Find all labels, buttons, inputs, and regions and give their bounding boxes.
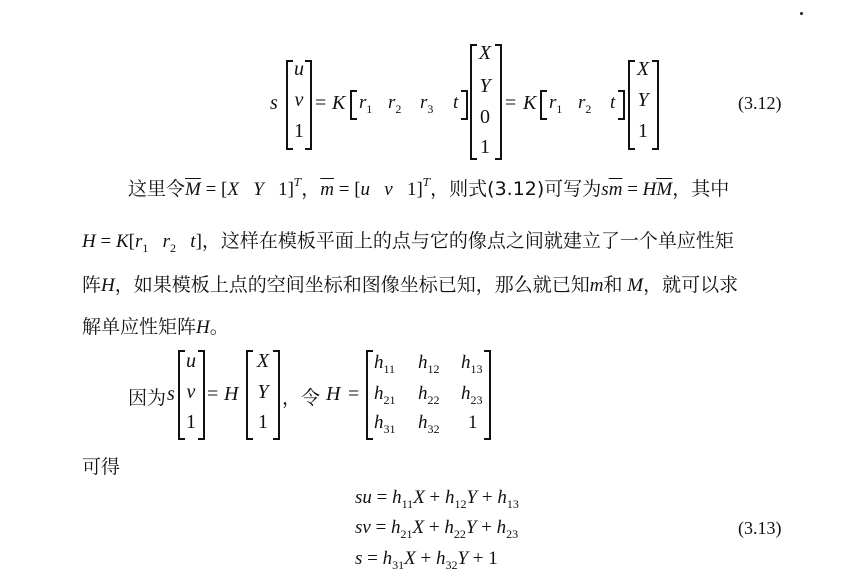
h23: $h_{23}$ [461, 383, 483, 407]
eq312-t: t [453, 92, 459, 113]
vec-1b: 1 [258, 411, 268, 433]
math-Mbar: $\overline{M}$ [185, 179, 201, 200]
bracket-right [198, 350, 205, 440]
eq312-K1: K [332, 92, 346, 114]
eq312-s: s [270, 92, 278, 114]
eq312-r2b: $r_2$ [578, 92, 592, 116]
because-label: 因为 [128, 387, 167, 409]
h33-one: 1 [468, 412, 478, 433]
bracket-left [366, 350, 373, 440]
bracket-right [652, 60, 659, 150]
eq312-1: 1 [294, 120, 304, 142]
bracket-right [305, 60, 312, 150]
equals: = [505, 92, 517, 114]
math-mbar: $\overline{m}$ [320, 179, 334, 200]
h11: $h_{11}$ [374, 352, 396, 376]
vec-1: 1 [186, 411, 196, 433]
eq312-u: u [294, 58, 304, 80]
eq313-line-2: sv = $h_{21}X + h_{22}Y + h_{23}$ [355, 517, 519, 541]
equals: = [207, 383, 219, 405]
paragraph-line-1: 这里令$\overline{M} = [X$ Y 1]$^T$，$\overline{m} = [u$ v 1]$^T$，则式(3.12)可写为$s\overline{m} = H\overline{M}$，其中 [128, 176, 730, 200]
h22: $h_{22}$ [418, 383, 440, 407]
eq313-line-3: $s = h_{31}X + h_{32}Y + 1$ [355, 548, 498, 572]
eq312-1b: 1 [480, 136, 490, 158]
math-s: s [167, 383, 175, 405]
bracket-right [618, 90, 625, 120]
eq312-r2: $r_2$ [388, 92, 402, 116]
equation-number: (3.13) [738, 518, 782, 538]
eq312-Y2: Y [637, 89, 649, 111]
eq312-X2: X [636, 58, 650, 80]
math-H: H [224, 383, 239, 405]
vec-v: v [186, 381, 196, 403]
eq312-r1b: $r_1$ [549, 92, 563, 116]
paragraph-line-2: $H = K[r_1$ $r_2$ t]，这样在模板平面上的点与它的像点之间就建立了一个单应性矩 [82, 230, 734, 255]
kede-label: 可得 [82, 456, 121, 478]
bracket-left [350, 90, 357, 120]
bracket-right [273, 350, 280, 440]
h31: $h_{31}$ [374, 412, 396, 436]
equals: = [348, 383, 360, 405]
eq312-K2: K [523, 92, 537, 114]
eq312-Y: Y [479, 75, 491, 97]
eq312-r3: $r_3$ [420, 92, 434, 116]
bracket-left [540, 90, 547, 120]
stray-dot [800, 12, 803, 15]
eq312-0: 0 [480, 106, 490, 128]
math-H2: H [326, 383, 341, 405]
vec-X: X [256, 350, 270, 372]
eq312-tb: t [610, 92, 616, 113]
vec-Y: Y [257, 381, 269, 403]
h21: $h_{21}$ [374, 383, 396, 407]
equation-number: (3.12) [738, 93, 782, 113]
eq313-line-1: su = $h_{11}X + h_{12}Y + h_{13}$ [355, 487, 519, 511]
bracket-right [461, 90, 468, 120]
eq312-r1: $r_1$ [359, 92, 373, 116]
vec-u: u [186, 350, 196, 372]
eq312-X: X [478, 42, 492, 64]
let-label: ，令 [282, 387, 321, 409]
h13: $h_{13}$ [461, 352, 483, 376]
equals: = [315, 92, 327, 114]
bracket-right [495, 44, 502, 160]
h12: $h_{12}$ [418, 352, 440, 376]
h32: $h_{32}$ [418, 412, 440, 436]
paragraph-line-4: 解单应性矩阵H。 [82, 316, 229, 338]
eq312-12: 1 [638, 120, 648, 142]
eq312-v: v [294, 89, 304, 111]
bracket-right [484, 350, 491, 440]
paragraph-line-3: 阵H，如果模板上点的空间坐标和图像坐标已知，那么就已知m和 M，就可以求 [82, 274, 739, 296]
